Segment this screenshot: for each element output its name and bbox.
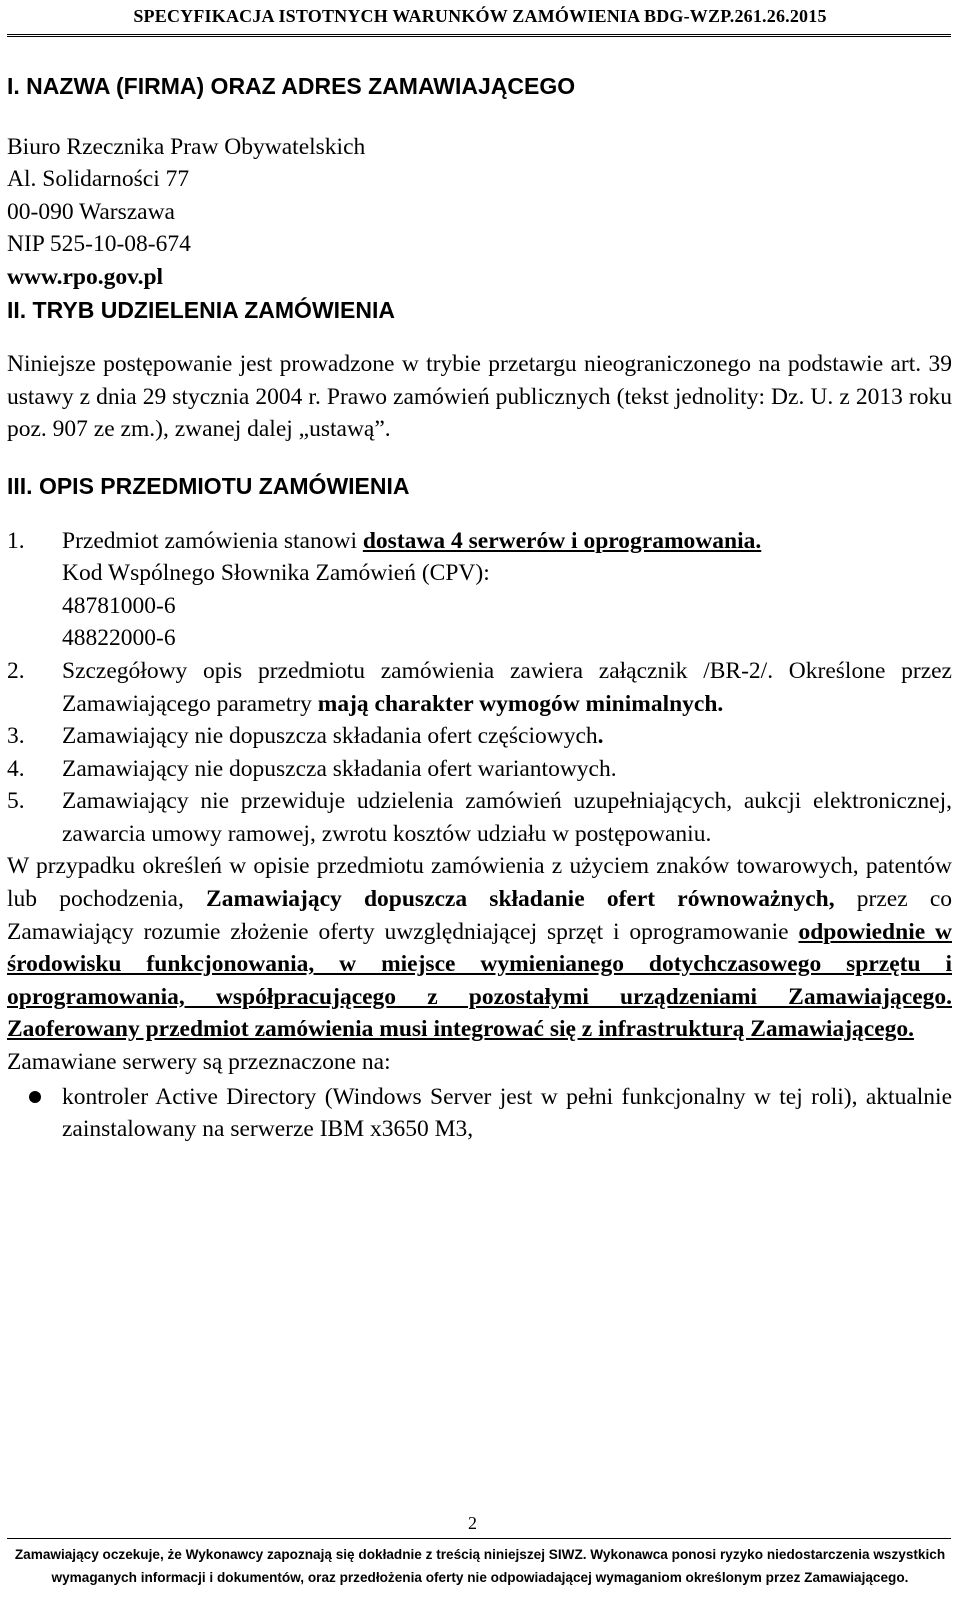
- item-text: Szczegółowy opis przedmiotu zamówienia zawiera załącznik /BR-2/. Określone przez Zamawiającego parametry: [62, 657, 952, 717]
- item-bold-dot: .: [597, 723, 604, 750]
- section-3-title: III. OPIS PRZEDMIOTU ZAMÓWIENIA: [7, 472, 410, 499]
- item-number: 2.: [7, 657, 25, 684]
- item-text: Zamawiający nie dopuszcza składania ofert wariantowych.: [62, 755, 617, 782]
- address-line: 00-090 Warszawa: [7, 198, 175, 225]
- paragraph-bold-underlined-text: odpowiednie w środowisku funkcjonowania, w miejsce wymienianego dotychczasowego sprzętu i oprogramowania, współpracującego z pozostałymi urządzeniami Zamawiającego. Zaoferowany przedmiot zamówienia musi integrować się z infrastrukturą Zamawiającego.: [7, 918, 952, 1043]
- section-2-text: Niniejsze postępowanie jest prowadzone w trybie przetargu nieograniczonego na podstawie art. 39 ustawy z dnia 29 stycznia 2004 r. Prawo zamówień publicznych (tekst jednolity: Dz. U. z 2013 roku poz. 907 ze zm.), zwanej dalej „ustawą”.: [7, 351, 952, 443]
- page-number: 2: [468, 1513, 477, 1533]
- item-bold-text: mają charakter wymogów minimalnych.: [317, 690, 724, 717]
- item-bold-text: dostawa 4 serwerów i oprogramowania.: [362, 527, 762, 554]
- paragraph-text: przez co Zamawiający rozumie złożenie oferty uwzględniającej sprzęt i oprogramowanie: [7, 886, 953, 945]
- item-text: Zamawiający nie przewiduje udzielenia zamówień uzupełniających, aukcji elektronicznej, zawarcia umowy ramowej, zwrotu kosztów udziału w postępowaniu.: [62, 788, 952, 847]
- item-text: Zamawiający nie dopuszcza składania ofert częściowych: [62, 723, 598, 750]
- website-link[interactable]: www.rpo.gov.pl: [7, 263, 164, 290]
- address-block: [7, 131, 952, 294]
- cpv-code: 48781000-6: [62, 592, 176, 619]
- item-number: 5.: [7, 788, 25, 815]
- item-number: 4.: [7, 755, 25, 782]
- list-item: [7, 785, 952, 850]
- paragraph-text: W przypadku określeń w opisie przedmiotu zamówienia z użyciem znaków towarowych, patentów lub pochodzenia,: [7, 853, 952, 913]
- header-rule: [7, 34, 951, 37]
- bullet-text: kontroler Active Directory (Windows Server jest w pełni funkcjonalny w tej roli), aktualnie zainstalowany na serwerze IBM x3650 M3,: [62, 1083, 952, 1143]
- section-2-title: II. TRYB UDZIELENIA ZAMÓWIENIA: [7, 296, 396, 323]
- footer-line: wymaganych informacji i dokumentów, oraz przedłożenia oferty nie odpowiadającej wymaganiom określonym przez Zamawiającego.: [51, 1570, 909, 1585]
- cpv-label: Kod Wspólnego Słownika Zamówień (CPV):: [62, 560, 490, 587]
- equivalent-offers-paragraph: [7, 850, 952, 1046]
- address-line: Al. Solidarności 77: [7, 166, 190, 193]
- list-item: [7, 655, 952, 720]
- cpv-code: 48822000-6: [62, 625, 176, 652]
- bullet-item: [7, 1081, 952, 1146]
- item-number: 1.: [7, 527, 25, 554]
- footer-note: [0, 1543, 960, 1589]
- address-line: Biuro Rzecznika Praw Obywatelskich: [7, 133, 366, 160]
- footer-rule: [7, 1538, 951, 1539]
- document-body: [7, 70, 952, 1146]
- section-1-title: I. NAZWA (FIRMA) ORAZ ADRES ZAMAWIAJĄCEGO: [7, 73, 576, 99]
- servers-intro: Zamawiane serwery są przeznaczone na:: [7, 1049, 391, 1076]
- document-header: SPECYFIKACJA ISTOTNYCH WARUNKÓW ZAMÓWIENIA BDG-WZP.261.26.2015: [133, 6, 827, 26]
- address-line: NIP 525-10-08-674: [7, 231, 191, 258]
- list-item: [7, 753, 952, 786]
- list-item: [7, 720, 952, 753]
- bullet-icon: [7, 1081, 62, 1146]
- item-number: 3.: [7, 723, 25, 750]
- item-text: Przedmiot zamówienia stanowi: [62, 527, 363, 554]
- paragraph-bold-text: Zamawiający dopuszcza składanie ofert równoważnych,: [206, 886, 835, 913]
- footer-line: Zamawiający oczekuje, że Wykonawcy zapoznają się dokładnie z treścią niniejszej SIWZ. Wykonawca ponosi ryzyko niedostarczenia wszystkich: [14, 1547, 946, 1562]
- list-item: [7, 525, 952, 655]
